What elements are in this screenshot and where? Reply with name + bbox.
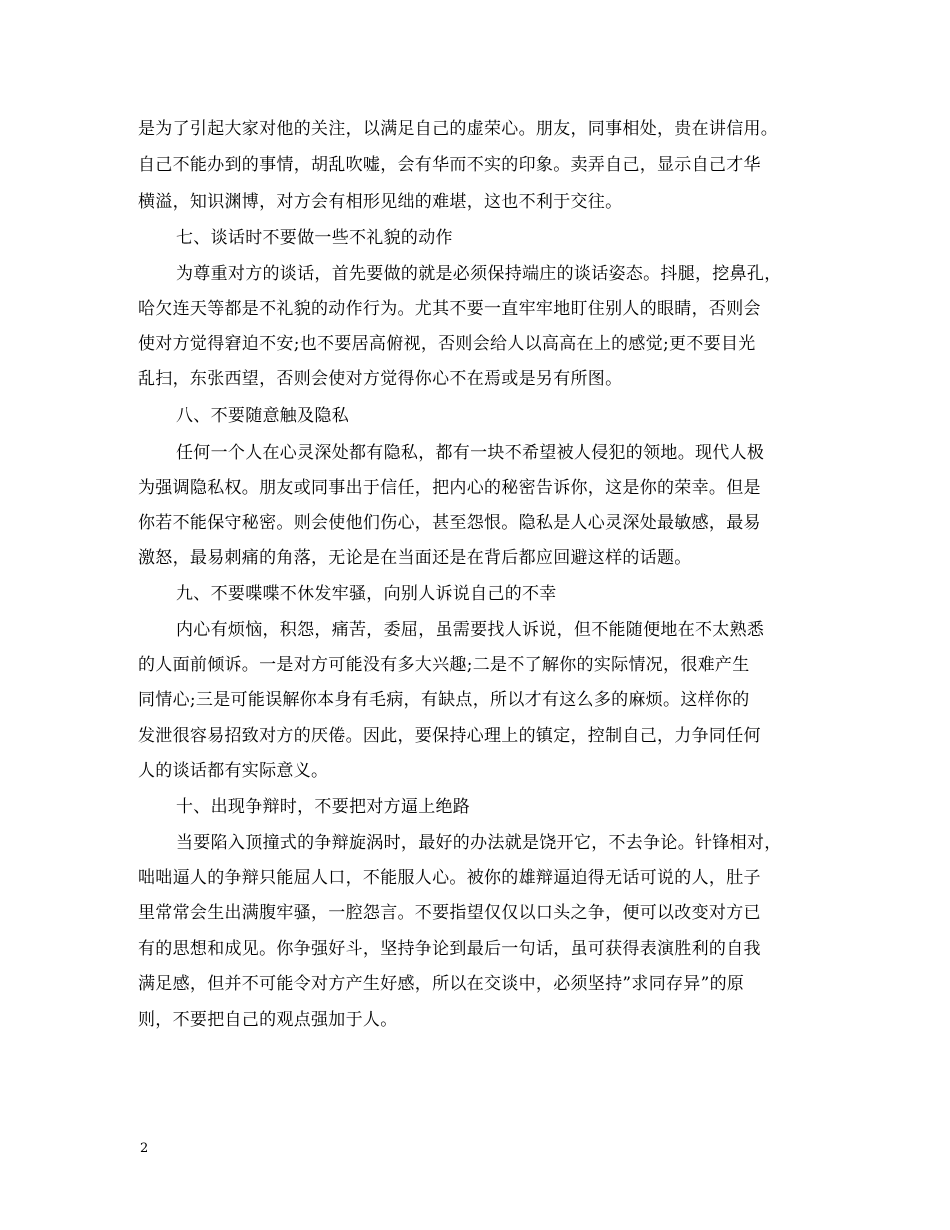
text-line: 自己不能办到的事情，胡乱吹嘘，会有华而不实的印象。卖弄自己，显示自己才华 <box>138 155 761 175</box>
text-line: 人的谈话都有实际意义。 <box>138 761 329 781</box>
text-line: 咄咄逼人的争辩只能屈人口，不能服人心。被你的雄辩逼迫得无话可说的人，肚子 <box>138 868 761 888</box>
page-number: 2 <box>140 1141 149 1156</box>
text-line: 横溢，知识渊博，对方会有相形见绌的难堪，这也不利于交往。 <box>138 192 623 212</box>
text-line: 当要陷入顶撞式的争辩旋涡时，最好的办法就是饶开它，不去争论。针锋相对， <box>176 833 782 853</box>
text-line: 任何一个人在心灵深处都有隐私，都有一块不希望被人侵犯的领地。现代人极 <box>176 443 765 463</box>
section-heading-10: 十、出现争辩时，不要把对方逼上绝路 <box>176 797 471 817</box>
section-heading-9: 九、不要喋喋不休发牢骚，向别人诉说自己的不幸 <box>176 584 557 604</box>
text-line: 为强调隐私权。朋友或同事出于信任，把内心的秘密告诉你，这是你的荣幸。但是 <box>138 478 761 498</box>
text-line: 同情心;三是可能误解你本身有毛病，有缺点，所以才有这么多的麻烦。这样你的 <box>138 690 750 710</box>
text-line: 是为了引起大家对他的关注，以满足自己的虚荣心。朋友，同事相处，贵在讲信用。 <box>138 119 779 139</box>
text-line: 满足感，但并不可能令对方产生好感，所以在交谈中，必须坚持”求同存异”的原 <box>138 974 745 994</box>
text-line: 的人面前倾诉。一是对方可能没有多大兴趣;二是不了解你的实际情况，很难产生 <box>138 655 750 675</box>
text-line: 使对方觉得窘迫不安;也不要居高俯视，否则会给人以高高在上的感觉;更不要目光 <box>138 334 756 354</box>
text-line: 为尊重对方的谈话，首先要做的就是必须保持端庄的谈话姿态。抖腿，挖鼻孔， <box>176 264 782 284</box>
text-line: 内心有烦恼，积怨，痛苦，委屈，虽需要找人诉说，但不能随便地在不太熟悉 <box>176 620 765 640</box>
text-line: 则，不要把自己的观点强加于人。 <box>138 1010 398 1030</box>
section-heading-7: 七、谈话时不要做一些不礼貌的动作 <box>176 228 453 248</box>
section-heading-8: 八、不要随意触及隐私 <box>176 406 349 426</box>
text-line: 哈欠连天等都是不礼貌的动作行为。尤其不要一直牢牢地盯住别人的眼睛，否则会 <box>138 299 761 319</box>
text-line: 乱扫，东张西望，否则会使对方觉得你心不在焉或是另有所图。 <box>138 369 623 389</box>
text-line: 里常常会生出满腹牢骚，一腔怨言。不要指望仅仅以口头之争，便可以改变对方已 <box>138 903 761 923</box>
text-line: 有的思想和成见。你争强好斗，坚持争论到最后一句话，虽可获得表演胜利的自我 <box>138 939 761 959</box>
text-line: 激怒，最易刺痛的角落，无论是在当面还是在背后都应回避这样的话题。 <box>138 548 692 568</box>
text-line: 你若不能保守秘密。则会使他们伤心，甚至怨恨。隐私是人心灵深处最敏感，最易 <box>138 513 761 533</box>
text-line: 发泄很容易招致对方的厌倦。因此，要保持心理上的镇定，控制自己，力争同任何 <box>138 726 761 746</box>
